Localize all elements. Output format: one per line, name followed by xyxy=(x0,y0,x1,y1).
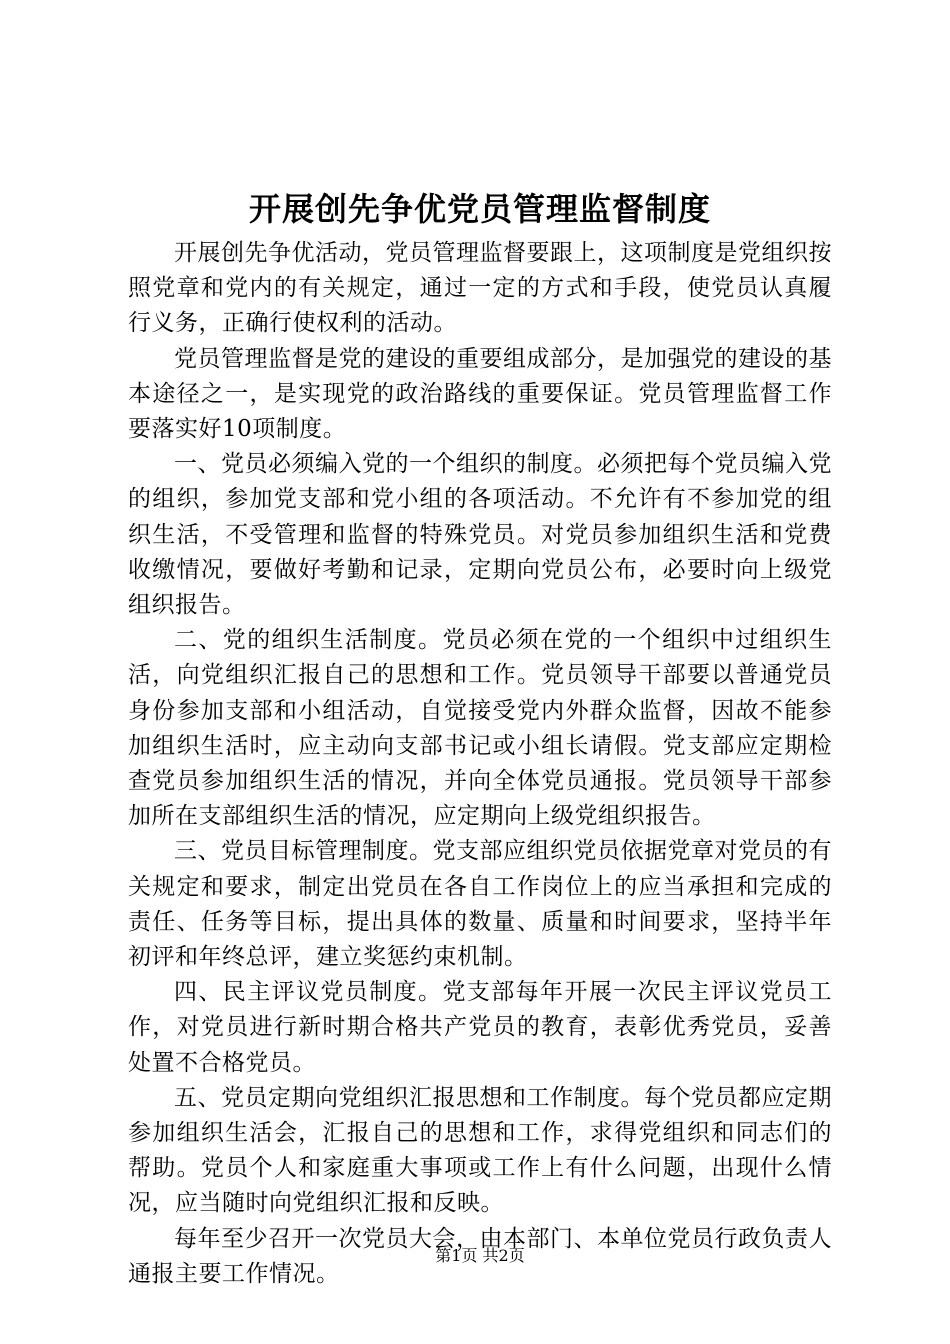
paragraph: 五、党员定期向党组织汇报思想和工作制度。每个党员都应定期参加组织生活会，汇报自己的思想和工作，求得党组织和同志们的帮助。党员个人和家庭重大事项或工作上有什么问题，出现什么情况，应当随时向党组织汇报和反映。 xyxy=(128,1084,832,1217)
document-title: 开展创先争优党员管理监督制度 xyxy=(248,190,711,228)
page-footer: 第1页 共2页 xyxy=(435,1246,525,1265)
paragraph: 二、党的组织生活制度。党员必须在党的一个组织中过组织生活，向党组织汇报自己的思想和工作。党员领导干部要以普通党员身份参加支部和小组活动，自觉接受党内外群众监督，因故不能参加组织生活时，应主动向支部书记或小组长请假。党支部应定期检查党员参加组织生活的情况，并向全体党员通报。党员领导干部参加所在支部组织生活的情况，应定期向上级党组织报告。 xyxy=(128,627,832,830)
paragraph: 党员管理监督是党的建设的重要组成部分，是加强党的建设的基本途径之一，是实现党的政治路线的重要保证。党员管理监督工作要落实好10项制度。 xyxy=(128,345,832,443)
document-page xyxy=(128,0,832,1344)
paragraph: 四、民主评议党员制度。党支部每年开展一次民主评议党员工作，对党员进行新时期合格共产党员的教育，表彰优秀党员，妥善处置不合格党员。 xyxy=(128,979,832,1076)
document-body xyxy=(128,236,832,1292)
paragraph: 一、党员必须编入党的一个组织的制度。必须把每个党员编入党的组织，参加党支部和党小组的各项活动。不允许有不参加党的组织生活，不受管理和监督的特殊党员。对党员参加组织生活和党费收缴情况，要做好考勤和记录，定期向党员公布，必要时向上级党组织报告。 xyxy=(128,451,832,619)
paragraph: 每年至少召开一次党员大会，由本部门、本单位党员行政负责人通报主要工作情况。 xyxy=(128,1225,832,1287)
paragraph: 三、党员目标管理制度。党支部应组织党员依据党章对党员的有关规定和要求，制定出党员在各自工作岗位上的应当承担和完成的责任、任务等目标，提出具体的数量、质量和时间要求，坚持半年初评和年终总评，建立奖惩约束机制。 xyxy=(128,838,832,971)
paragraph: 开展创先争优活动，党员管理监督要跟上，这项制度是党组织按照党章和党内的有关规定，通过一定的方式和手段，使党员认真履行义务，正确行使权利的活动。 xyxy=(128,240,832,337)
